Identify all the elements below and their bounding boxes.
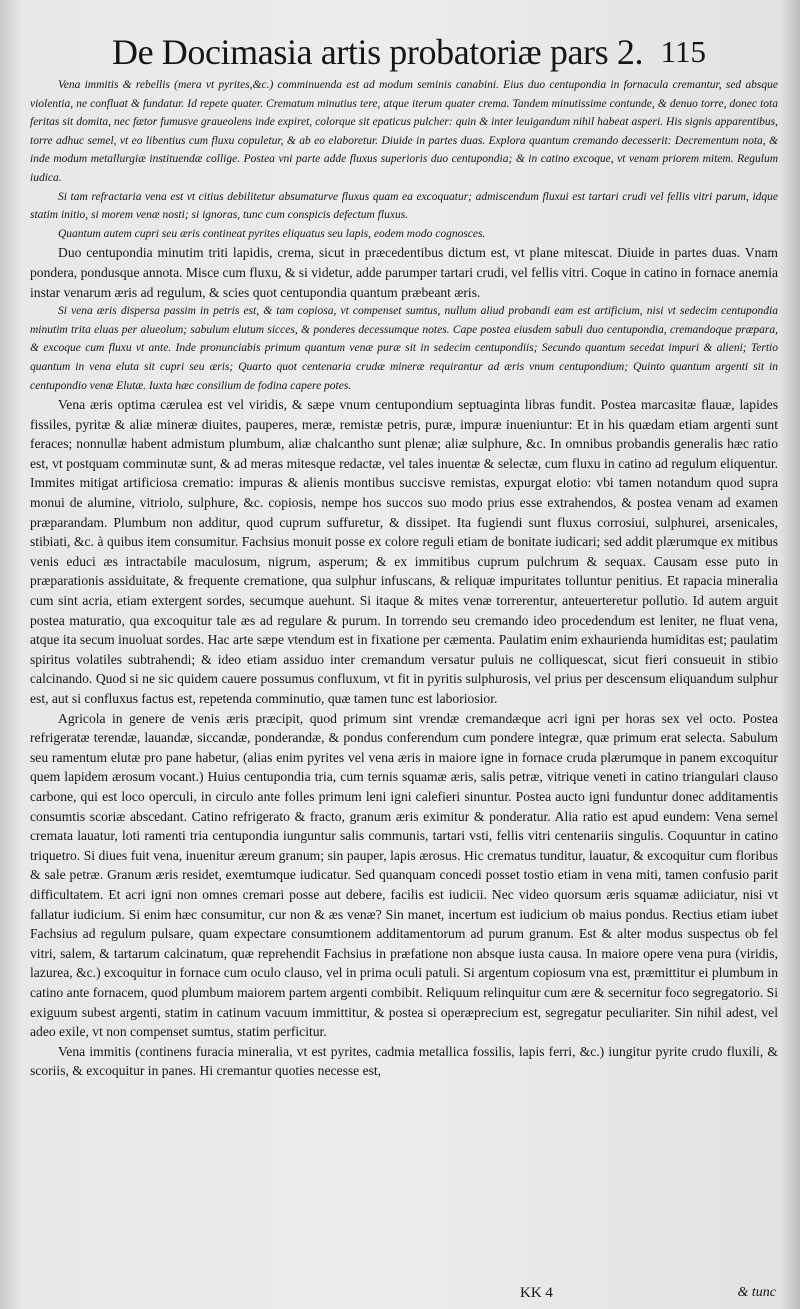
catchword: & tunc	[737, 1285, 776, 1300]
paragraph-duo-centupondia: Duo centupondia minutim triti lapidis, crema, sicut in præcedentibus dictum est, vt plane mitescat. Diuide in partes duas. Vnam pondera, pondusque annota. Misce cum fluxu, & si videtur, adde parumper tartari crudi, vel fellis vitri. Coque in catino in fornace anemia instar venarum æris ad regulum, & scies quot centupondia quantum præbeant æris.	[30, 245, 779, 300]
signature-mark: KK 4	[520, 1285, 553, 1301]
running-head	[112, 30, 712, 74]
paragraph-vena-dispersa-italic: Si vena æris dispersa passim in petris est, & tam copiosa, vt compenset sumtus, nullum aliud probandi eam est artificium, nisi vt sedecim centupondia minutim trita eluas per alueolum; sabulum elutum sicces, & ponderes decessumque notes. Cape postea eiusdem sabuli duo centupondia, cremandoque præpara, & excoque cum fluxu vt ante. Inde pronunciabis primum quantum venæ puræ sit in sedecim centupondiis; Secundo quantum secedat impuri & alieni; Tertio quantum in vena eluta sit cupri seu æris; Quarto quot centenaria crudæ mineræ requirantur ad æris vnum centupondium; Quinto quantum argenti sit in centupondio venæ Elutæ. Iuxta hæc consilium de fodina capere potes.	[30, 305, 778, 392]
paragraph-vena-aeris-optima: Vena æris optima cærulea est vel viridis, & sæpe vnum centupondium septuaginta libras fundit. Postea marcasitæ flauæ, lapides fissiles, pyritæ & aliæ mineræ diuites, pauperes, meræ, remistæ petris, puræ, impuræ inueniuntur: Et in his quædam etiam argenti sunt feraces; nonnullæ habent admistum plumbum, aliæ chalcantho sunt plenæ; aliæ sulphure, &c. In omnibus probandis generalis hæc ratio est, vt postquam comminutæ sunt, & ad meras mitesque redactæ, vel tales inuentæ & selectæ, cum fluxu in catino ad regulum eliquentur. Immites mitigat artificiosa crematio: impuras & alienis montibus succisve remistas, expurgat elotio: vbi tamen notandum quod supra monui de alumine, vitriolo, sulphure, &c. copiosis, nempe hos succos suo modo prius esse extrahendos, & postea venam ad examen præparandam. Plumbum non additur, quod cuprum suffuretur, & dissipet. Ita fugiendi sunt fluxus corrosiui, sulphurei, arsenicales, stibiati, &c. à quibus item consumitur. Fachsius monuit posse ex colore reguli etiam de bonitate iudicari; sed addit plærumque ex mitibus venis educi æs intractabile maculosum, nigrum, asperum; & ex immitibus cuprum pulchrum & sequax. Causam esse puto in præparationis assiduitate, & frequente crematione, qua sulphur infuscans, & reliquæ impuritates tolluntur penitius. Et rapacia mineralia cum sint acria, etiam extergent sordes, secumque auehunt. Si itaque & mites venæ torrerentur, anteuerteretur pollutio. Id autem arguit postea maturatio, qua excoquitur tale æs ad regulare & purum. In torrendo seu cremando ideo procedendum est leniter, ne fluat vena, atque ita secum inuoluat sordes. Hac arte sæpe vtendum est in fixatione per cæmenta. Paulatim enim exhaurienda humiditas est; paulatim spiritus volatiles subtrahendi; & ideo etiam assiduo inter cremandum versatur puluis ne colliquescat, sicut fieri consueuit in stibio calcinando. Quod si ne sic quidem cauere possumus confluxum, vt fit in pyritis sulphurosis, vel prius per descensum eliquandum sulphur est, aut si confluxus factus est, repetenda comminutio, quæ tamen tunc est laboriosior.	[30, 397, 778, 706]
paragraph-refractaria-italic: Si tam refractaria vena est vt citius debilitetur absumaturve fluxus quam ea excoquatur; admiscendum fluxui est tartari crudi vel fellis vitri parum, idque statim initio, si morem venæ nosti; si ignoras, tunc cum conspicis defectum fluxus.	[30, 190, 778, 222]
body-text	[30, 76, 778, 1081]
page-number: 115	[660, 34, 706, 69]
page-footer	[30, 1282, 778, 1304]
paragraph-vena-immitis-continens: Vena immitis (continens furacia mineralia, vt est pyrites, cadmia metallica fossilis, lapis ferri, &c.) iungitur pyrite crudo fluxili, & scoriis, & excoquitur in panes. Hi cremantur quoties necesse est,	[30, 1043, 778, 1079]
running-title: De Docimasia artis probatoriæ pars 2.	[112, 32, 644, 72]
paragraph-agricola: Agricola in genere de venis æris præcipit, quod primum sint vrendæ cremandæque acri igni per horas sex vel octo. Postea refrigeratæ terendæ, lauandæ, siccandæ, ponderandæ, & pondus conferendum cum pondere integræ, quæ primum erat selecta. Sabulum seu ramentum elutæ pro pane habetur, (alias enim pyrites vel vena æris in maiore igne in fornace cruda plærumque in panem excoquitur quem lapidem ærosum vocant.) Huius centupondia tria, cum ternis squamæ æris, salis petræ, vitrique veneti in catino triangulari clauso carbone, qui est loco operculi, in circulo ante folles primum leni igni calefieri sinuntur. Postea aucto igni funduntur donec additamentis consumtis scoriæ abscedant. Catino refrigerato & fracto, granum æris eximitur & ponderatur. Alia ratio est apud eundem: Vena semel cremata lauatur, loti ramenti tria centupondia iunguntur salis communis, tartari vsti, fellis vitri centenariis singulis. Coquuntur in catino triquetro. Si diues fuit vena, inuenitur æreum granum; sin pauper, lapis ærosus. Hic crematus tunditur, lauatur, & excoquitur cum floribus & sale petræ. Granum æris residet, exemtumque iudicatur. Sed quanquam concedi posset tostio etiam in vena miti, tamen confusio parit difficultatem. Et acri igni non omnes cremari posse aut debere, facilis est iudicii. Nec video quorsum æris squamæ adiiciatur, nisi vt fallatur iudicium. Si enim hæc consumitur, cur non & æs venæ? Sin manet, incertum est iudicium ob maius pondus. Rectius etiam iubet Fachsius ad regulum pulsare, quam expectare consumtionem additamentorum ad purum granum. Est & alter modus suspectus ob fel vitri, salem, & tartarum calcinatum, quæ reprehendit Fachsius in præfatione non absque iusta causa. In maiore opere vena pura (viridis, lazurea, &c.) excoquitur in fornace cum oculo clauso, vel in prima oculi patuli. Si argentum copiosum vna est, præmittitur ei plumbum in catino ante fornacem, quod plumbum maiorem partem argenti combibit. Reliquum relinquitur cum ære & secernitur foco segregatorio. Si exiguum subest argenti, statim in catinum vacuum immittitur, & postea si operæprecium est, segregatur peculiariter. Sin nihil adest, vel adeo exile, vt non compenset sumtus, statim perficitur.	[30, 710, 778, 1040]
paragraph-quantum-cupri-italic: Quantum autem cupri seu æris contineat pyrites eliquatus seu lapis, eodem modo cognosces.	[58, 227, 486, 240]
paragraph-vena-immitis-italic: Vena immitis & rebellis (mera vt pyrites,&c.) comminuenda est ad modum seminis canabini. Eius duo centupondia in fornacula cremantur, sed absque violentia, ne confluat & fundatur. Id repete quater. Crematum minutius tere, atque iterum quater crema. Tandem minutissime contunde, & denuo torre, donec tota feritas sit domita, nec fætor fumusve graueolens inde expiret, colorque sit epaticus pulcher: quin & inter leuigandum nihil habeat asperi. His signis apparentibus, torre adhuc semel, vt eo libentius cum fluxu copuletur, & ab eo elaboretur. Diuide in partes duas. Explora quantum cremando decesserit: Decrementum nota, & inde modum metallurgiæ instituendæ collige. Postea vni parte adde fluxus superioris duo centupondia; & in catino excoque, vt venam priorem mitem. Regulum iudica.	[30, 79, 778, 184]
